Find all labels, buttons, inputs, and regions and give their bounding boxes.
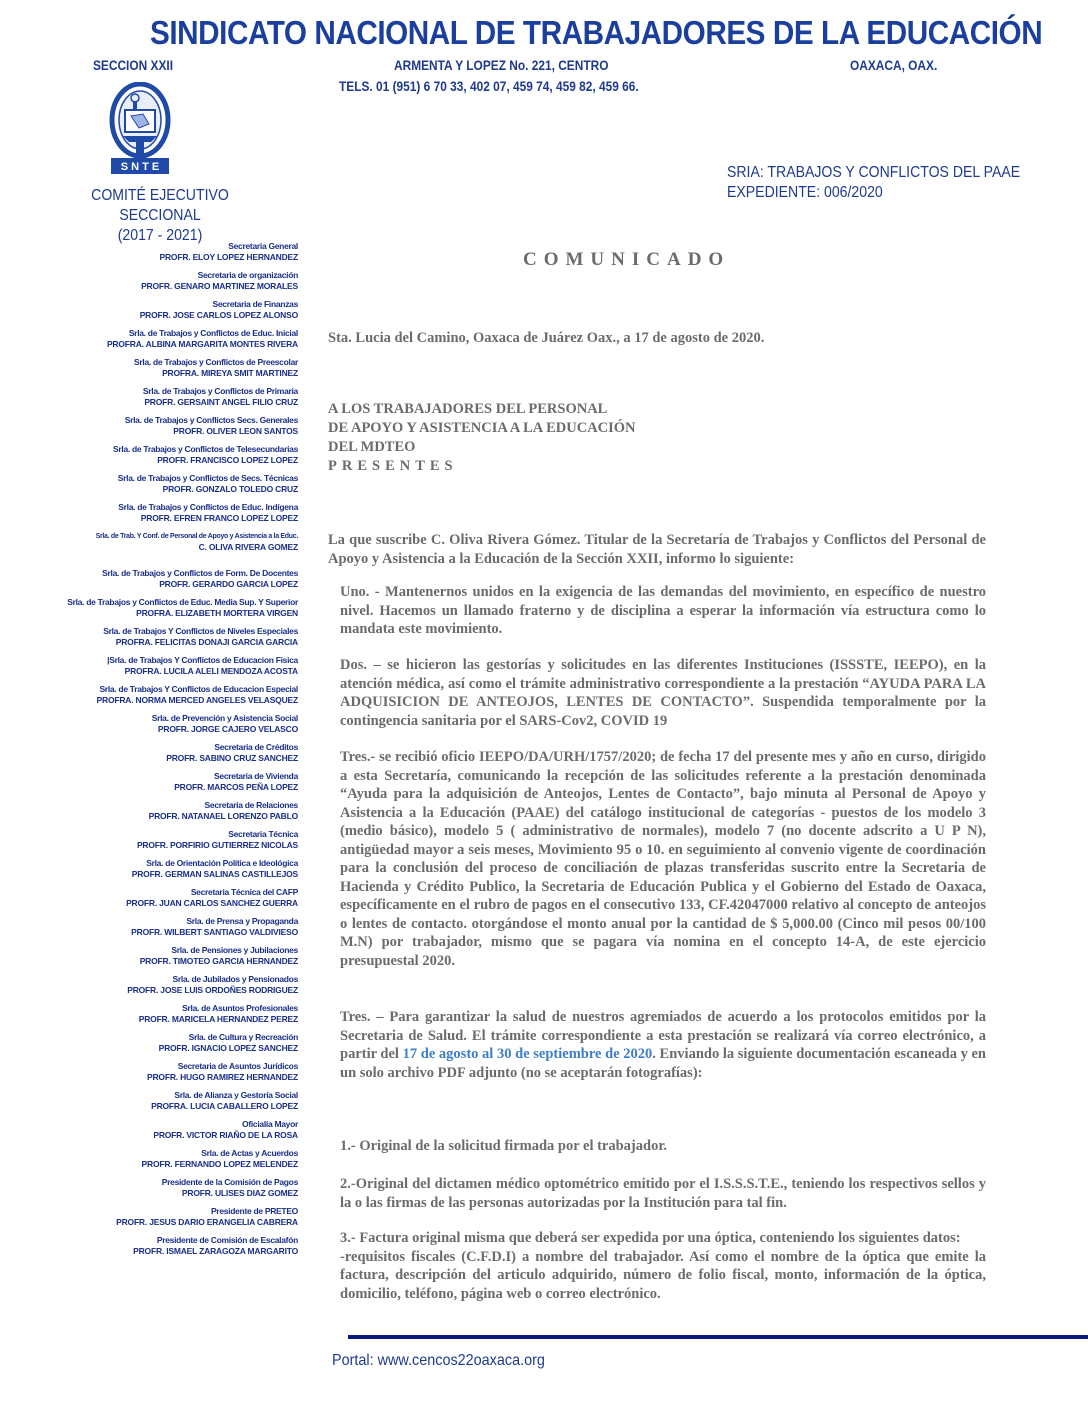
officer-role: Secretaria de organización bbox=[197, 270, 298, 280]
officer-role: Srla. de Alianza y Gestoría Social bbox=[174, 1090, 298, 1100]
officer-role: Secretaria de Relaciones bbox=[204, 800, 298, 810]
addressee-block bbox=[328, 400, 636, 476]
officer-name: PROFR. SABINO CRUZ SANCHEZ bbox=[166, 753, 298, 763]
officer-name: PROFR. GERARDO GARCIA LOPEZ bbox=[159, 579, 298, 589]
tres2-text: Tres. – Para garantizar la salud de nuestros agremiados de acuerdo a los protocolos emitidos por la Secretaria de Salud. El trámite correspondiente a esta prestación se realizará vía correo electrónico, a partir del bbox=[340, 1009, 986, 1062]
officer-entry bbox=[30, 1090, 298, 1112]
date-line: Sta. Lucia del Camino, Oaxaca de Juárez Oax., a 17 de agosto de 2020. bbox=[328, 330, 765, 346]
officer-name: PROFR. TIMOTEO GARCIA HERNANDEZ bbox=[139, 956, 298, 966]
officer-name: PROFR. MARICELA HERNANDEZ PEREZ bbox=[138, 1014, 298, 1024]
officer-name: PROFR. GERMAN SALINAS CASTILLEJOS bbox=[131, 869, 298, 879]
officer-name: PROFRA. FELICITAS DONAJI GARCIA GARCIA bbox=[115, 637, 298, 647]
union-title: SINDICATO NACIONAL DE TRABAJADORES DE LA EDUCACIÓN bbox=[150, 14, 1043, 51]
officer-entry bbox=[30, 916, 298, 938]
officer-role: Secretaria de Créditos bbox=[214, 742, 298, 752]
officer-entry bbox=[30, 1206, 298, 1228]
officer-name: PROFR. OLIVER LEON SANTOS bbox=[173, 426, 298, 436]
officer-entry bbox=[30, 357, 298, 379]
officer-role: Srla. de Cultura y Recreación bbox=[188, 1032, 298, 1042]
officer-role: Secretaria de Finanzas bbox=[212, 299, 298, 309]
officer-role: Srla. de Pensiones y Jubilaciones bbox=[171, 945, 298, 955]
committee-period: (2017 - 2021) bbox=[117, 227, 203, 244]
officer-role: Secretaria General bbox=[228, 241, 298, 251]
portal-link[interactable]: Portal: www.cencos22oaxaca.org bbox=[332, 1352, 545, 1369]
officer-name: PROFRA. NORMA MERCED ANGELES VELASQUEZ bbox=[96, 695, 298, 705]
section-label: SECCION XXII bbox=[93, 57, 174, 73]
officer-entry bbox=[30, 386, 298, 408]
officer-name: PROFR. ULISES DIAZ GOMEZ bbox=[181, 1188, 298, 1198]
officer-entry bbox=[30, 568, 298, 590]
officer-role: Secretaria Técnica del CAFP bbox=[190, 887, 298, 897]
officer-entry bbox=[30, 1003, 298, 1025]
officer-entry bbox=[30, 887, 298, 909]
officer-entry bbox=[30, 858, 298, 880]
officer-entry bbox=[30, 597, 298, 619]
officer-name: PROFR. HUGO RAMIREZ HERNANDEZ bbox=[147, 1072, 298, 1082]
officer-role: Secretaria de Asuntos Jurídicos bbox=[177, 1061, 298, 1071]
officer-entry bbox=[30, 684, 298, 706]
officer-entry bbox=[30, 270, 298, 292]
committee-name: COMITÉ EJECUTIVO SECCIONAL bbox=[91, 187, 229, 224]
officer-role: Presidente de PRETEO bbox=[210, 1206, 298, 1216]
officer-entry bbox=[30, 502, 298, 524]
officer-role: Srla. de Prensa y Propaganda bbox=[186, 916, 298, 926]
officer-entry bbox=[30, 1119, 298, 1141]
officer-entry bbox=[30, 800, 298, 822]
point-tres-salud bbox=[340, 1008, 986, 1082]
officer-entry bbox=[30, 1061, 298, 1083]
officer-name: PROFR. ISMAEL ZARAGOZA MARGARITO bbox=[133, 1246, 298, 1256]
officer-entry bbox=[30, 974, 298, 996]
officer-role: Secretaria Técnica bbox=[228, 829, 298, 839]
officer-name: PROFR. JOSE CARLOS LOPEZ ALONSO bbox=[139, 310, 298, 320]
officer-name: PROFR. FRANCISCO LOPEZ LOPEZ bbox=[157, 455, 298, 465]
officer-name: PROFR. WILBERT SANTIAGO VALDIVIESO bbox=[131, 927, 298, 937]
officer-name: PROFR. GENARO MARTINEZ MORALES bbox=[141, 281, 298, 291]
officer-entry bbox=[30, 444, 298, 466]
officer-name: PROFRA. ELIZABETH MORTERA VIRGEN bbox=[136, 608, 298, 618]
officer-name: PROFR. JORGE CAJERO VELASCO bbox=[157, 724, 298, 734]
officer-entry bbox=[30, 1177, 298, 1199]
officer-role: Srla. de Orientación Política e Ideológica bbox=[146, 858, 298, 868]
officer-name: PROFR. JUAN CARLOS SANCHEZ GUERRA bbox=[126, 898, 298, 908]
address: ARMENTA Y LOPEZ No. 221, CENTRO bbox=[394, 57, 609, 73]
committee-block bbox=[54, 186, 265, 246]
officer-role: Srla. de Jubilados y Pensionados bbox=[172, 974, 298, 984]
requirement-item-3 bbox=[340, 1229, 986, 1303]
officer-role: Srla. de Asuntos Profesionales bbox=[182, 1003, 298, 1013]
point-dos: Dos. – se hicieron las gestorías y solicitudes en las diferentes Instituciones (ISSSTE, IEEPO), en la atención médica, así como el trámite administrativo correspondiente a la prestación “AYUDA PARA LA ADQUISICION DE ANTEOJOS, LENTES DE CONTACTO”. Suspendida temporalmente por la contingencia sanitaria por el SARS-Cov2, COVID 19 bbox=[340, 657, 986, 729]
officer-entry bbox=[30, 742, 298, 764]
footer-divider bbox=[348, 1335, 1088, 1339]
officer-name: PROFRA. ALBINA MARGARITA MONTES RIVERA bbox=[106, 339, 298, 349]
officer-entry bbox=[30, 626, 298, 648]
officer-role: Srla. de Trabajos y Conflictos de Preescolar bbox=[134, 357, 298, 367]
officer-role: Srla. de Actas y Acuerdos bbox=[201, 1148, 298, 1158]
secretariat-label: SRIA: TRABAJOS Y CONFLICTOS DEL PAAE bbox=[727, 164, 1021, 181]
officer-name: PROFR. PORFIRIO GUTIERREZ NICOLAS bbox=[136, 840, 298, 850]
requirement-item-3-detail: -requisitos fiscales (C.F.D.I) a nombre del trabajador. Así como el nombre de la óptica que emite la factura, descripción del articulo adquirido, número de folio fiscal, monto, información de la óptica, domicilio, teléfono, página web o correo electrónico. bbox=[340, 1248, 986, 1302]
officer-role: Srla. de Trabajos y Conflictos Secs. Generales bbox=[124, 415, 298, 425]
officer-entry bbox=[30, 945, 298, 967]
officer-name: PROFR. GONZALO TOLEDO CRUZ bbox=[162, 484, 298, 494]
tres2-text-end: . Enviando la siguiente documentación escaneada y en un solo archivo PDF adjunto (no se aceptarán fotografías): bbox=[340, 1046, 986, 1081]
officer-entry bbox=[30, 771, 298, 793]
officer-role: Srla. de Trabajos y Conflictos de Educ. Indígena bbox=[118, 502, 298, 512]
officer-entry bbox=[30, 655, 298, 677]
officer-role: Presidente de la Comisión de Pagos bbox=[161, 1177, 298, 1187]
officer-role: Presidente de Comisión de Escalafón bbox=[156, 1235, 298, 1245]
officer-entry bbox=[30, 1235, 298, 1257]
officer-role: Srla. de Trabajos y Conflictos de Secs. Técnicas bbox=[117, 473, 298, 483]
officer-role: Srla. de Trabajos y Conflictos de Telesecundarias bbox=[113, 444, 298, 454]
snte-seal-icon bbox=[85, 82, 195, 180]
intro-paragraph: La que suscribe C. Oliva Rivera Gómez. Titular de la Secretaría de Trabajos y Conflictos del Personal de Apoyo y Asistencia a la Educación de la Sección XXII, informo lo siguiente: bbox=[328, 532, 986, 567]
officer-name: PROFR. FERNANDO LOPEZ MELENDEZ bbox=[141, 1159, 298, 1169]
officer-name: PROFR. EFREN FRANCO LOPEZ LOPEZ bbox=[140, 513, 298, 523]
addressee-line: A LOS TRABAJADORES DEL PERSONAL bbox=[328, 401, 608, 417]
requirement-item-3-title: 3.- Factura original misma que deberá ser expedida por una óptica, conteniendo los siguientes datos: bbox=[340, 1230, 961, 1246]
point-tres-oficio: Tres.- se recibió oficio IEEPO/DA/URH/1757/2020; de fecha 17 del presente mes y año en curso, dirigido a esta Secretaría, comunicando la recepción de las solicitudes referente a la prestación denominada “Ayuda para la adquisición de Anteojos, Lentes de Contacto”, bajo minuta al Personal de Apoyo y Asistencia a la Educación (PAAE) del catálogo institucional de categorías - puestos de los modelo 3 (medio básico), modelo 5 ( administrativo de normales), modelo 7 (no docente adscrito a U P N), antigüedad mayor a seis meses, Movimiento 95 o 10. en seguimiento al convenio vigente de coordinación para la conclusión del proceso de conciliación de plazas transferidas suscrito entre la Secretaria de Hacienda y Crédito Publico, la Secretaria de Educación Publica y el Gobierno del Estado de Oaxaca, específicamente en el rubro de pagos en el consecutivo 133, CF.42047000 relativo al concepto de anteojos o lentes de contacto. otorgándose el monto anual por la cantidad de $ 5,000.00 (Cinco mil pesos 00/100 M.N) por trabajador, mismo que se pagara vía nomina en el concepto 14-A, de este ejercicio presupuestal 2020. bbox=[340, 749, 986, 969]
document-heading: COMUNICADO bbox=[523, 249, 731, 270]
officer-entry bbox=[30, 473, 298, 495]
officer-entry bbox=[30, 1148, 298, 1170]
file-reference bbox=[727, 163, 1020, 203]
officer-role: Srla. de Trab. Y Conf. de Personal de Apoyo y Asistencia a la Educ. bbox=[95, 533, 298, 540]
officer-role: Srla. de Trabajos y Conflictos de Educ. Inicial bbox=[128, 328, 298, 338]
officer-name: PROFRA. MIREYA SMIT MARTINEZ bbox=[162, 368, 298, 378]
officer-role: Srla. de Trabajos Y Conflictos de Niveles Especiales bbox=[103, 626, 298, 636]
requirement-item-1: 1.- Original de la solicitud firmada por el trabajador. bbox=[340, 1138, 668, 1154]
addressee-line: PRESENTES bbox=[328, 458, 458, 474]
officer-role: Srla. de Trabajos y Conflictos de Form. De Docentes bbox=[102, 568, 298, 578]
officer-role: Oficialía Mayor bbox=[242, 1119, 298, 1129]
officer-role: |Srla. de Trabajos Y Conflictos de Educacion Fisica bbox=[107, 655, 298, 665]
point-uno: Uno. - Mantenernos unidos en la exigencia de las demandas del movimiento, en específico de nuestro nivel. Hacemos un llamado fraterno y de disciplina a esperar la información vía estructura como lo mandata este movimiento. bbox=[340, 584, 986, 637]
officer-name: PROFR. JOSE LUIS ORDOÑES RODRIGUEZ bbox=[127, 985, 298, 995]
officer-entry bbox=[30, 299, 298, 321]
officer-entry bbox=[30, 415, 298, 437]
officer-role: Secretaria de Vivienda bbox=[214, 771, 298, 781]
officers-list bbox=[30, 241, 298, 1264]
officer-name: PROFR. MARCOS PEÑA LOPEZ bbox=[174, 782, 298, 792]
expediente-label: EXPEDIENTE: 006/2020 bbox=[727, 184, 883, 201]
city: OAXACA, OAX. bbox=[850, 57, 938, 73]
officer-role: Srla. de Trabajos y Conflictos de Primaria bbox=[142, 386, 298, 396]
logo-label: S N T E bbox=[120, 161, 160, 173]
officer-name: PROFRA. LUCIA CABALLERO LOPEZ bbox=[151, 1101, 298, 1111]
officer-name: PROFR. ELOY LOPEZ HERNANDEZ bbox=[159, 252, 298, 262]
officer-entry bbox=[30, 531, 298, 553]
officer-name: PROFR. VICTOR RIAÑO DE LA ROSA bbox=[153, 1130, 298, 1140]
officer-entry bbox=[30, 713, 298, 735]
date-range-highlight: 17 de agosto al 30 de septiembre de 2020 bbox=[402, 1046, 653, 1062]
requirement-item-2: 2.-Original del dictamen médico optométrico emitido por el I.S.S.S.T.E., teniendo los respectivos sellos y la o las firmas de las personas autorizadas por la Institución para tal fin. bbox=[340, 1176, 986, 1211]
officer-name: C. OLIVA RIVERA GOMEZ bbox=[198, 542, 298, 552]
officer-entry bbox=[30, 328, 298, 350]
officer-entry bbox=[30, 1032, 298, 1054]
officer-role: Srla. de Prevención y Asistencia Social bbox=[151, 713, 298, 723]
addressee-line: DE APOYO Y ASISTENCIA A LA EDUCACIÓN bbox=[328, 420, 636, 436]
officer-name: PROFR. IGNACIO LOPEZ SANCHEZ bbox=[158, 1043, 298, 1053]
officer-entry bbox=[30, 829, 298, 851]
phone-numbers: TELS. 01 (951) 6 70 33, 402 07, 459 74, 459 82, 459 66. bbox=[339, 78, 639, 94]
officer-role: Srla. de Trabajos y Conflictos de Educ. Media Sup. Y Superior bbox=[67, 597, 298, 607]
officer-entry bbox=[30, 241, 298, 263]
officer-name: PROFRA. LUCILA ALELI MENDOZA ACOSTA bbox=[124, 666, 298, 676]
addressee-line: DEL MDTEO bbox=[328, 439, 416, 455]
officer-name: PROFR. NATANAEL LORENZO PABLO bbox=[148, 811, 298, 821]
officer-name: PROFR. JESUS DARIO ERANGELIA CABRERA bbox=[116, 1217, 298, 1227]
officer-name: PROFR. GERSAINT ANGEL FILIO CRUZ bbox=[144, 397, 298, 407]
officer-role: Srla. de Trabajos Y Conflictos de Educacion Especial bbox=[99, 684, 298, 694]
